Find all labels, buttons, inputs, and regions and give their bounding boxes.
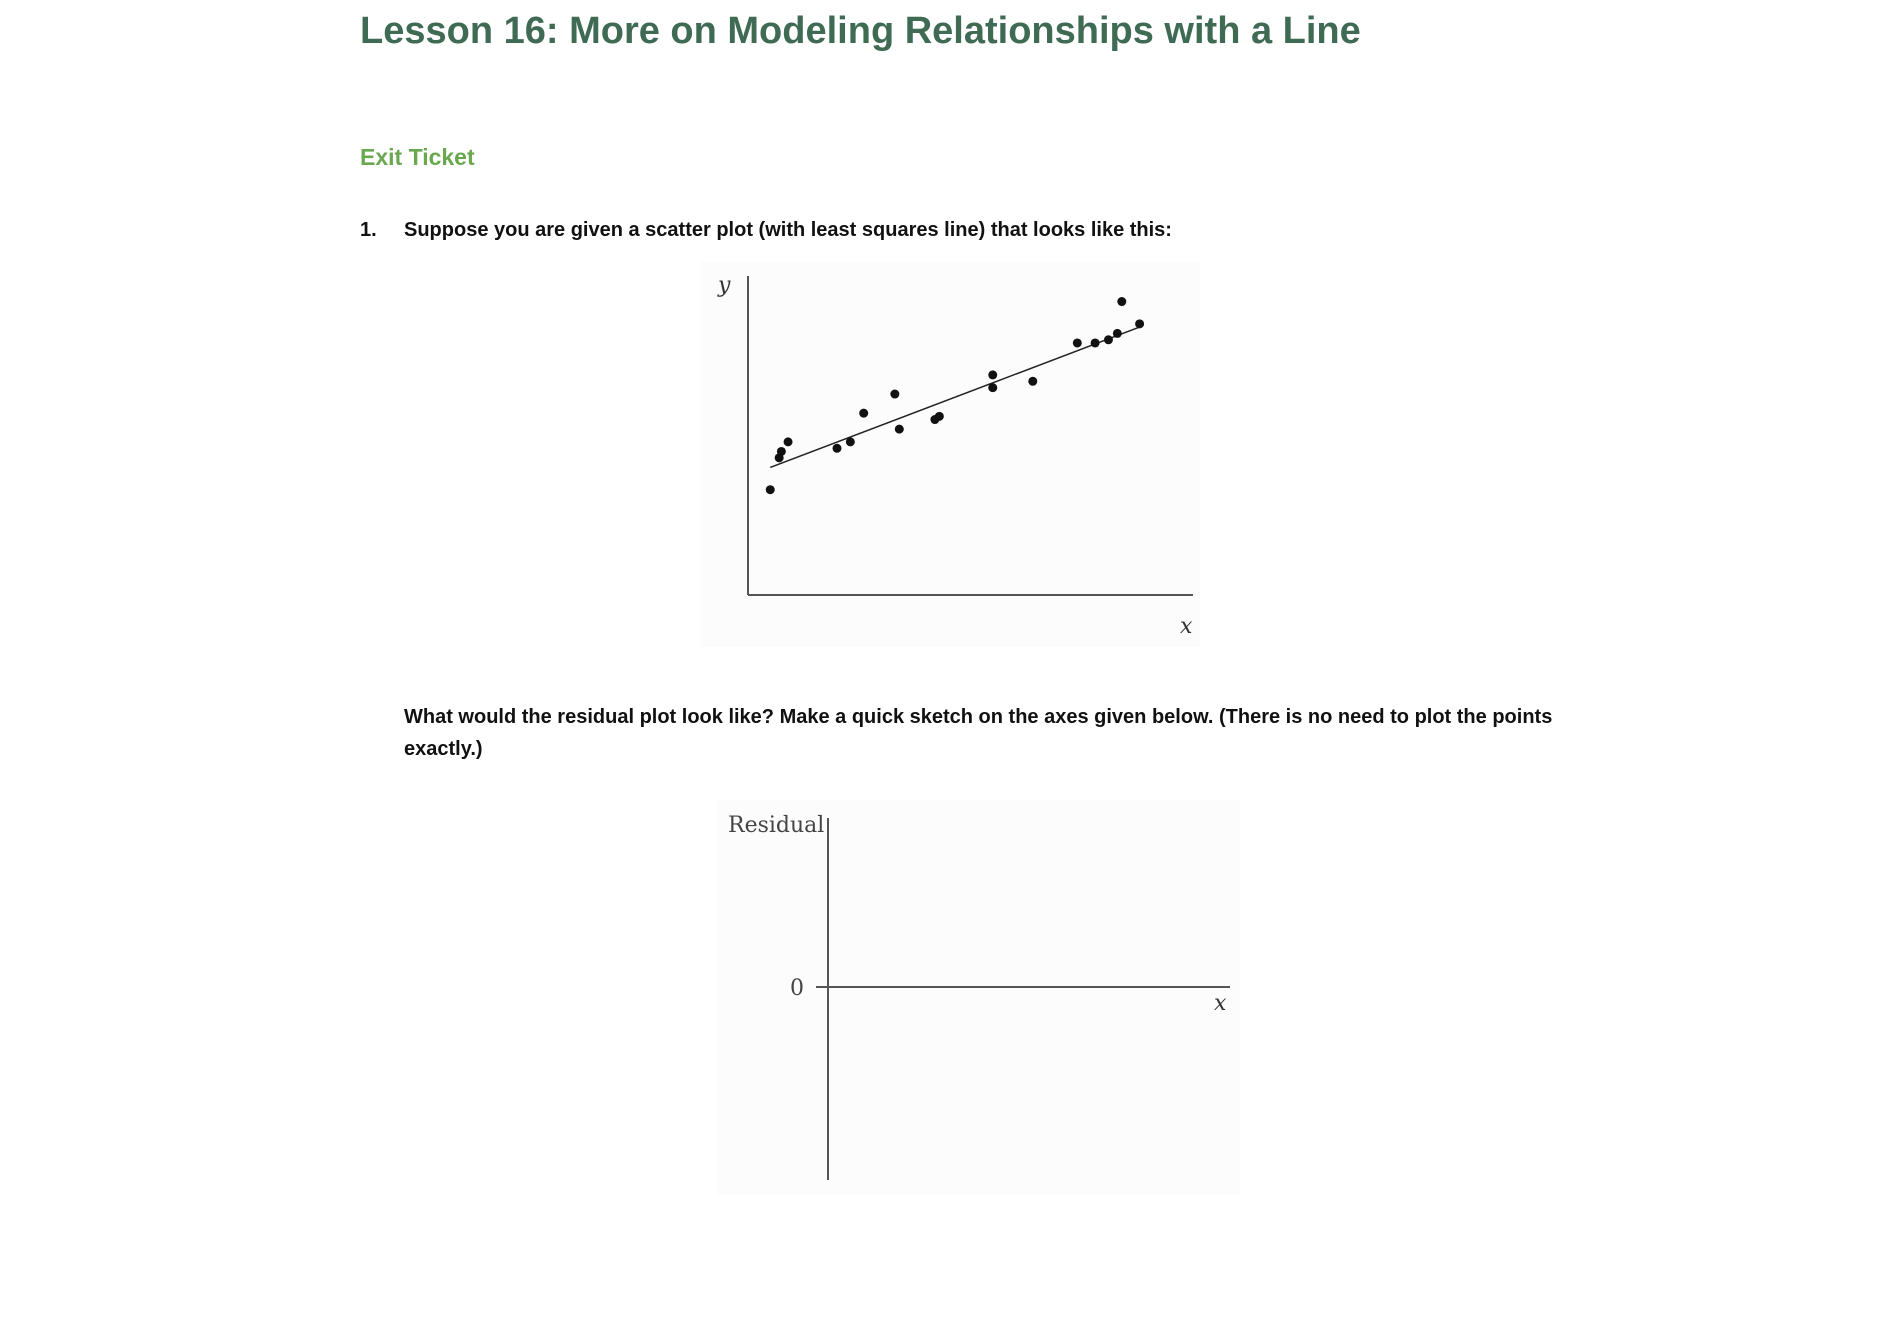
scatter-point [1104, 335, 1113, 344]
scatter-point [895, 425, 904, 434]
scatter-point [1073, 338, 1082, 347]
scatter-point [1117, 297, 1126, 306]
scatter-point [988, 383, 997, 392]
scatter-plot-figure [700, 262, 1200, 647]
question-prompt: Suppose you are given a scatter plot (with least squares line) that looks like this: [404, 219, 1172, 241]
residual-x-axis-label: x [1214, 991, 1227, 1016]
scatter-point [1091, 338, 1100, 347]
scatter-point [784, 437, 793, 446]
question-number: 1. [360, 219, 377, 241]
scatter-points [766, 297, 1144, 494]
scatter-point [890, 390, 899, 399]
x-axis-label: x [1180, 614, 1193, 639]
least-squares-line [770, 327, 1139, 467]
scatter-point [833, 444, 842, 453]
scatter-plot [700, 262, 1200, 647]
scatter-point [766, 485, 775, 494]
scatter-point [1113, 329, 1122, 338]
scatter-point [1028, 377, 1037, 386]
y-axis-label: y [718, 273, 731, 298]
residual-plot-figure [718, 800, 1240, 1195]
scatter-point [988, 370, 997, 379]
residual-zero-tick-label: 0 [790, 976, 804, 1001]
lesson-title: Lesson 16: More on Modeling Relationships with a Line [360, 10, 1361, 52]
residual-y-axis-label: Residual [728, 813, 825, 838]
scatter-point [1135, 319, 1144, 328]
section-heading-exit-ticket: Exit Ticket [360, 144, 475, 170]
scatter-point [859, 409, 868, 418]
scatter-point [777, 447, 786, 456]
scatter-point [846, 437, 855, 446]
residual-plot-axes [718, 800, 1240, 1195]
residual-question-text: What would the residual plot look like? Make a quick sketch on the axes given below. (There is no need to plot the points exactly.) [404, 706, 1553, 760]
scatter-point [935, 412, 944, 421]
